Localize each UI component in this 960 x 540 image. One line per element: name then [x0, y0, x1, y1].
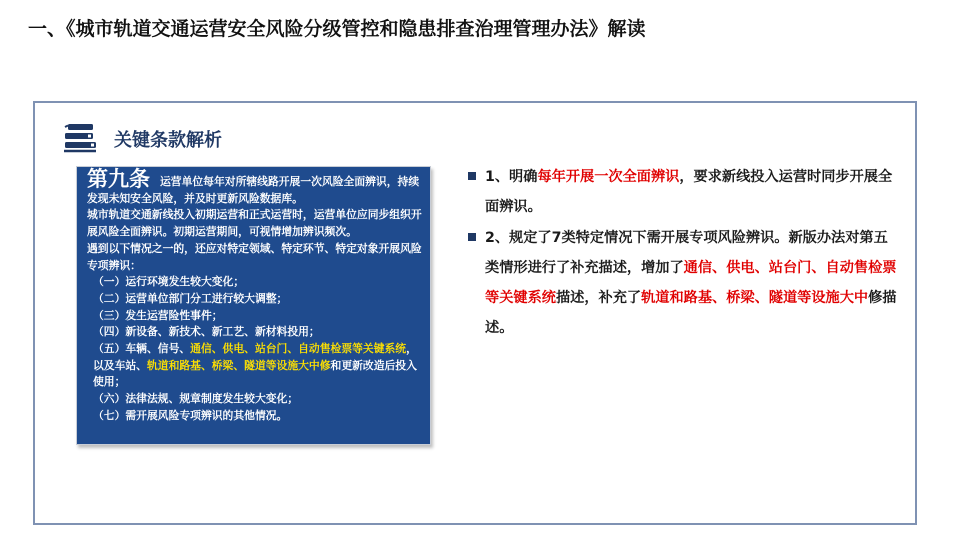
point-text: 描述，补充了 — [555, 290, 642, 306]
article-item-5 — [87, 341, 422, 391]
item-text: （五）车辆、信号、 — [93, 342, 191, 356]
books-icon — [62, 121, 100, 155]
item-text: 和更新改造后投入使用； — [93, 358, 417, 389]
section-heading: 关键条款解析 — [114, 130, 222, 151]
square-bullet-icon — [468, 233, 476, 241]
page-title: 一、《城市轨道交通运营安全风险分级管控和隐患排查治理管理办法》解读 — [28, 18, 646, 40]
article-number: 第九条 — [87, 167, 150, 191]
highlight-text: 轨道和路基、桥梁、隧道等设施大中修 — [146, 358, 331, 372]
point-text: 修描述。 — [485, 290, 897, 336]
article-panel — [76, 166, 431, 445]
emphasis-text: 轨道和路基、桥梁、隧道等设施大中 — [641, 290, 869, 306]
highlight-text: 通信、供电、站台门、自动售检票等关键系统 — [190, 342, 407, 356]
article-paragraph: 遇到以下情况之一的，还应对特定领域、特定环节、特定对象开展风险专项辨识： — [87, 241, 422, 272]
article-item: （四）新设备、新技术、新工艺、新材料投用； — [93, 325, 320, 339]
square-bullet-icon — [468, 172, 476, 180]
list-item — [468, 223, 898, 343]
article-text: 运营单位每年对所辖线路开展一次风险全面辨识，持续发现未知安全风险，并及时更新风险数据库。 — [87, 175, 420, 205]
emphasis-text: 每年开展一次全面辨识 — [537, 169, 680, 185]
list-item — [468, 162, 898, 222]
article-paragraph — [87, 167, 422, 207]
article-item: （二）运营单位部门分工进行较大调整； — [93, 291, 288, 305]
item-text: ，以及车站、 — [93, 342, 417, 372]
emphasis-text: 通信、供电、站台门、自动售检票等关键系统 — [485, 260, 897, 306]
article-paragraph: 城市轨道交通新线投入初期运营和正式运营时，运营单位应同步组织开展风险全面辨识。初期运营期间，可视情增加辨识频次。 — [87, 208, 422, 239]
article-item: （七）需开展风险专项辨识的其他情况。 — [93, 408, 288, 422]
article-item: （一）运行环境发生较大变化； — [93, 275, 245, 289]
article-item: （六）法律法规、规章制度发生较大变化； — [93, 392, 299, 406]
point-text: ，要求新线投入运营时同步开展全面辨识。 — [485, 169, 893, 215]
point-text: 2、规定了7类特定情况下需开展专项风险辨识。新版办法对第五类情形进行了补充描述，增加了 — [485, 230, 888, 276]
interpretation-list — [468, 162, 898, 344]
article-item: （三）发生运营险性事件； — [93, 308, 223, 322]
point-text: 1、明确 — [485, 169, 538, 185]
